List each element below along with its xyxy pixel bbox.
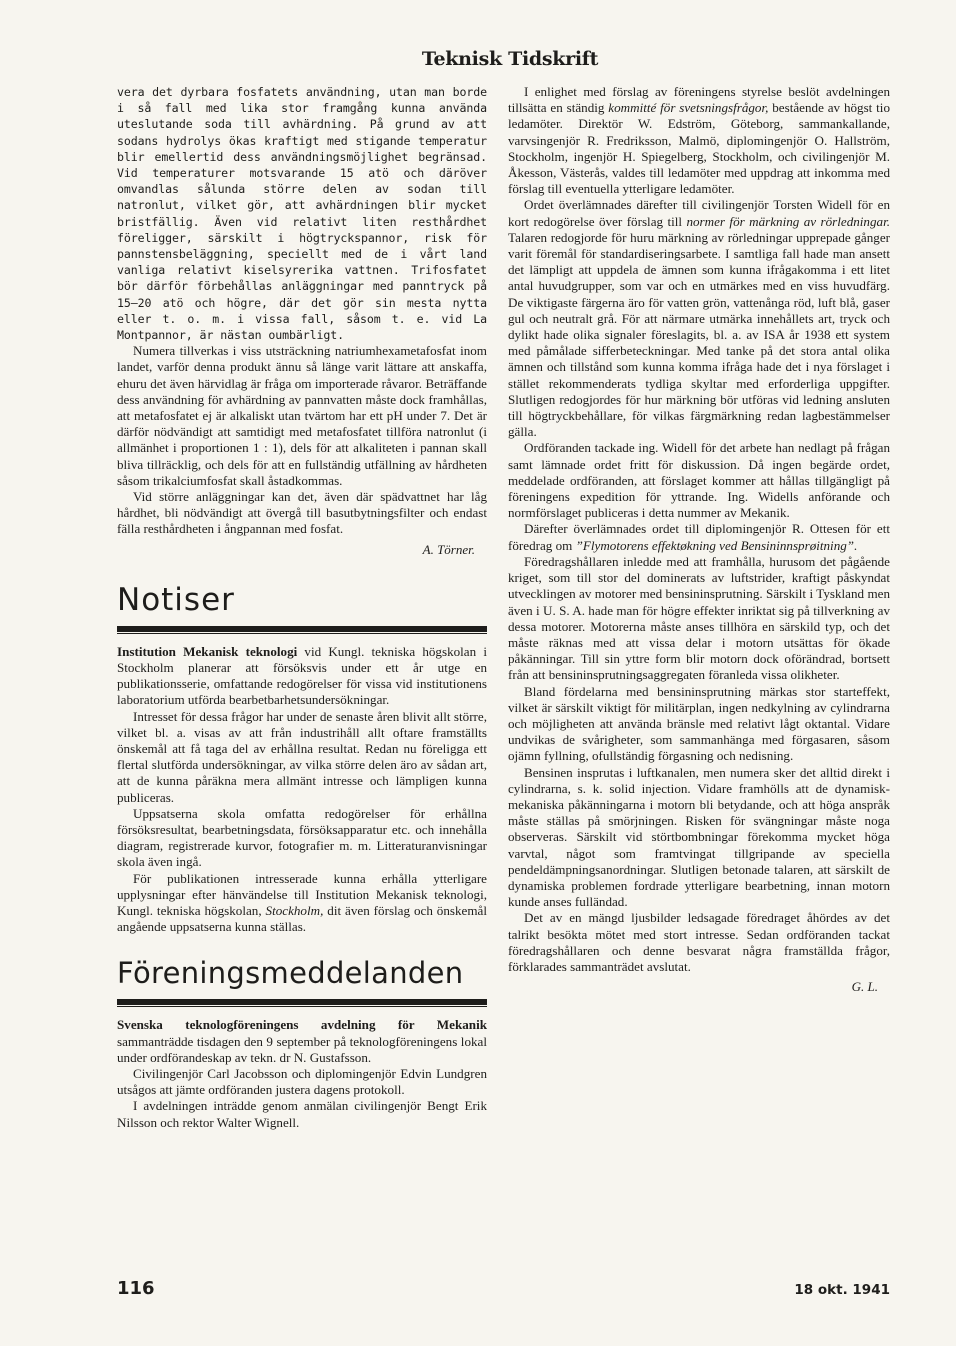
notice-text-italic: Stockholm, bbox=[265, 902, 324, 918]
society-paragraph: Bland fördelarna med bensininsprutning märkas stor starteffekt, vilket är särskilt viktigt för militärplan, ingen nedkylning av cylindrarna och möjligheten att använda bränsle med relativt lågt oktantal. Vidare undvikas de svårigheter, som sammanhänga med förgasaren, såsom ojämn fyllning, ofullständig förgasning och nedisning. bbox=[508, 683, 890, 764]
text: Därefter överlämnades ordet till diplomingenjör R. Ottesen för ett föredrag om bbox=[508, 521, 890, 553]
text: I enlighet med förslag av föreningens styrelse beslöt avdelningen tillsätta en ständig bbox=[508, 84, 890, 116]
society-paragraph: Bensinen insprutas i luftkanalen, men numera sker det alltid direkt i cylindrarna, s. k. solid injection. Vidare framhölls att de dynamisk-mekaniska påkänningarna i motorn bli betydande, och att höga anspråk måste ställas på smörjningen. Risken för svängningar måste noga observeras. Särskilt vid störtbombningar förekomma mycket höga varvtal, något som framtvingat tillgripande av speciella pendeldämpningsanordningar. Slutligen betonade talaren, att särskilt de dynamiska problemen fordrade ytterligare bearbetning, innan motorn kunde anses fulländad. bbox=[508, 764, 890, 910]
society-paragraph bbox=[508, 521, 890, 553]
society-paragraph: Ordföranden tackade ing. Widell för det arbete han nedlagt på frågan samt lämnade ordet fritt för diskussion. Då ingen begärde ordet, meddelade ordföranden, att förslaget kommer att hållas tillgängligt på föreningens expedition för yttrande. Ing. Widells anförande och normförslaget publiceras i detta nummer av Mekanik. bbox=[508, 440, 890, 521]
notice-paragraph bbox=[117, 644, 487, 709]
notice-paragraph: Intresset för dessa frågor har under de senaste åren blivit allt större, vilket bl. a. visas av att från industrihåll allt oftare framställts önskemål att få taga del av erhållna resultat. Redan nu föreligga ett flertal slutförda undersökningar, av vilka större delen äro av sådan art, att de kunna påräkna mera allmänt intresse och lämpligen kunna publiceras. bbox=[117, 708, 487, 805]
society-lead-text: sammanträdde tisdagen den 9 september på teknologföreningens lokal under ordförandeskap av tekn. dr N. Gustafsson. bbox=[117, 1033, 487, 1065]
notice-paragraph: Uppsatserna skola omfatta redogörelser för erhållna försöksresultat, bearbetningsdata, försöksapparatur etc. och innehålla diagram, registrerade kurvor, fotografier m. m. Litteraturanvisningar skola även ingå. bbox=[117, 805, 487, 870]
article-paragraph: Vid större anläggningar kan det, även där spädvattnet har låg hårdhet, bli nödvändigt att övergå till basutbytningsfilter och endast fälla resthårdheten i ångpannan med fosfat. bbox=[117, 489, 487, 537]
notice-paragraph bbox=[117, 871, 487, 936]
section-title-notiser: Notiser bbox=[117, 581, 235, 618]
author-signature: A. Törner. bbox=[422, 541, 475, 557]
society-paragraph: I avdelningen inträdde genom anmälan civilingenjör Bengt Erik Nilsson och rektor Walter Wignell. bbox=[117, 1098, 487, 1130]
issue-date: 18 okt. 1941 bbox=[794, 1282, 890, 1298]
society-paragraph bbox=[117, 1017, 487, 1066]
society-lead: Svenska teknologföreningens avdelning för Mekanik bbox=[117, 1017, 487, 1033]
right-column bbox=[508, 84, 890, 995]
journal-title: Teknisk Tidskrift bbox=[421, 48, 599, 70]
section-rule-thin bbox=[117, 1006, 487, 1007]
article-continuation: vera det dyrbara fosfatets användning, utan man borde i så fall med lika stor framgång kunna använda uteslutande soda till avhärdning. På grund av att sodans hydrolys ökas kraftigt med stigande temperatur blir emellertid dess användningsmöjlighet begränsad. Vid temperaturer motsvarande 15 atö och däröver omvandlas sålunda större delen av sodan till natronlut, vilket gör, att avhärdningen blir mycket bristfällig. Även vid relativt liten resthårdhet föreligger, särskilt i högtryckspannor, risk för pannstensbeläggning, speciellt med de i vårt land vanliga relativt kiselsyrerika vattnen. Trifosfatet bör därför förbehållas anläggningar med panntryck på 15—20 atö och högre, där det gör sin mesta nytta eller t. o. m. i vissa fall, såsom t. e. vid La Montpannor, är nästan oumbärligt. bbox=[117, 85, 487, 343]
text-italic: ”Flymotorens effektøkning ved Bensininnsprøitning”. bbox=[575, 537, 858, 553]
notice-text: dit även förslag och önskemål angående uppsatserna kunna ställas. bbox=[117, 902, 487, 935]
society-paragraph: Det av en mängd ljusbilder ledsagade föredraget åhördes av det talrikt besökta mötet med stort intresse. Sedan ordföranden tackat föredragshållaren och denne besvarat några framställda frågor, förklarades sammanträdet avslutat. bbox=[508, 910, 890, 974]
article-paragraph: Numera tillverkas i viss utsträckning natriumhexametafosfat inom landet, varför denna produkt ännu så länge varit lättare att anskaffa, ehuru det även härvidlag är fråga om importerade råvaror. Beträffande dess användning för avhärdning av pannvatten måste dock framhållas, att metafosfatet ej är alkaliskt utan tvärtom har ett pH under 7. Det är därför nödvändigt att samtidigt med metafosfatet tillföra natronlut (i allmänhet i proportionen 1 : 1), dels för att alkaliteten i pannan skall bliva tillräcklig, och dels för att en fullständig utfällning av hårdheten såsom trikalciumfosfat skall åstadkommas. bbox=[117, 343, 487, 488]
page-number: 116 bbox=[117, 1278, 155, 1299]
report-signature: G. L. bbox=[851, 979, 878, 995]
text: Talaren redogjorde för huru märkning av rörledningar upprepade gånger varit föremål för standardiseringsarbete. I samtliga fall hade man ansett det lämpligt att uppdela de ämnen som kunna ifrågakomma i ett litet antal huvudgrupper, som var och en utmärkes med en viss huvudfärg. De viktigaste färgerna äro för vatten grön, vattenånga röd, luft blå, gaser gul och neutralt grå. För att närmare utmärka innehållets art, tryck och dylikt hade olika signaler föreslagits, bl. a. av ISA år 1938 ett system med påmålade sifferbeteckningar. Med tanke på det stora antal olika ämnen och tillstånd som kunna komma ifråga hade det i nya förslaget i stället rekommenderats tydliga skyltar med erforderliga uppgifter. Slutligen redogjordes för hur märkning bör utföras vid ledning ansluten till högtryckbehållare, för vilkas färgmärkning redan lagbestämmelser gälla. bbox=[508, 229, 890, 440]
society-paragraph bbox=[508, 197, 890, 440]
society-paragraph: Civilingenjör Carl Jacobsson och diplomingenjör Edvin Lundgren utsågos att jämte ordföranden justera dagens protokoll. bbox=[117, 1065, 487, 1098]
text: bestående av högst tio ledamöter. Direktör W. Edström, Göteborg, sammankallande, varvsingenjör R. Fredriksson, Malmö, diplomingenjör O. Hallström, Stockholm, ingenjör H. Spiegelberg, Stockholm, och civilingenjör M. Åkesson, Västerås, valdes till ledamöter med uppdrag att inkomma med förslag till eventuella ytterligare ledamöter. bbox=[508, 100, 890, 197]
notice-lead: Institution Mekanisk teknologi bbox=[117, 643, 298, 659]
section-title-foreningsmeddelanden: Föreningsmeddelanden bbox=[117, 956, 464, 991]
notice-lead-text: vid Kungl. tekniska högskolan i Stockholm planerar att försöksvis under ett år utge en publikationsserie, omfattande redogörelser för vissa vid institutionens laboratorium utförda bearbetbarhetsundersökningar. bbox=[117, 643, 487, 708]
text: Ordet överlämnades därefter till civilingenjör Torsten Widell för en kort redogörelse över förslag till bbox=[508, 197, 890, 229]
section-rule bbox=[117, 626, 487, 632]
left-column bbox=[117, 84, 487, 1131]
text-italic: kommitté för svetsningsfrågor, bbox=[608, 100, 769, 116]
section-rule-thin bbox=[117, 633, 487, 634]
text-italic: normer för märkning av rörledningar. bbox=[686, 213, 890, 229]
society-paragraph bbox=[508, 84, 890, 197]
section-rule bbox=[117, 999, 487, 1005]
society-paragraph: Föredragshållaren inledde med att framhålla, hurusom det pågående kriget, som till stor del dominerats av luftstrider, kraftigt påskyndat utvecklingen av motorer med bensininsprutning. Särskilt i Tyskland men även i U. S. A. hade man för högre effekter inriktat sig på tillverkning av dessa motorer. Motorerna måste anses tillhöra en särskild typ, och det måste räknas med att vissa delar i motorn utsättas för ökade påkänningar. Till sin yttre form blir motorn dock oförändrad, bortsett från att bensininsprutningsaggregaten föranleda vissa olikheter. bbox=[508, 553, 890, 683]
notice-text: För publikationen intresserade kunna erhålla ytterligare upplysningar efter hänvändelse till Institution Mekanisk teknologi, Kungl. tekniska högskolan, bbox=[117, 870, 487, 918]
